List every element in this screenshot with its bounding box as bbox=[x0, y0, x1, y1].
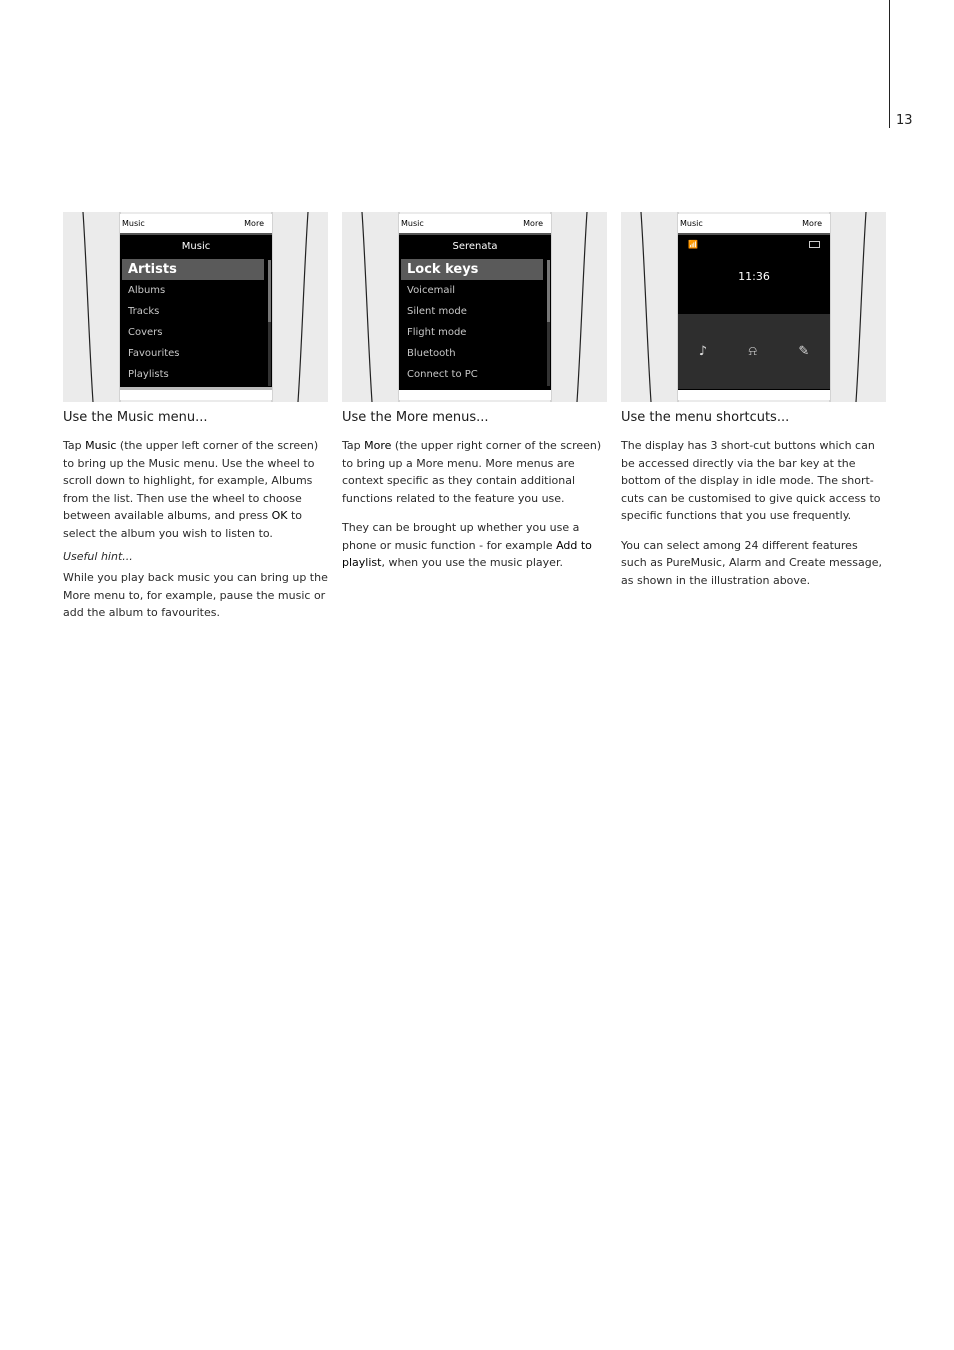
shortcut-bar bbox=[678, 314, 830, 389]
status-more-label[interactable]: More bbox=[802, 219, 822, 228]
inline-term: More bbox=[364, 439, 392, 452]
status-music-label[interactable]: Music bbox=[680, 219, 703, 228]
paragraph: Tap More (the upper right corner of the screen) to bring up a More menu. More menus are context specific as they contain additional functions related to the feature you use. bbox=[342, 439, 602, 505]
page-divider-line bbox=[889, 0, 890, 128]
page-number: 13 bbox=[896, 113, 913, 128]
phone-illustration-more bbox=[342, 212, 607, 402]
screen-bottom-edge bbox=[120, 390, 272, 400]
section-heading: Use the Music menu... bbox=[63, 410, 208, 425]
menu-item[interactable]: Connect to PC bbox=[407, 369, 478, 380]
paragraph: Tap Music (the upper left corner of the screen) to bring up the Music menu. Use the wheel to scroll down to highlight, for example, Albums from the list. Then use the wheel to choose between available albums, and press OK to select the album you wish to listen to. bbox=[63, 439, 319, 540]
signal-icon: 📶 bbox=[688, 240, 698, 249]
screen-bottom-edge bbox=[678, 390, 830, 400]
idle-screen-top bbox=[678, 235, 830, 314]
menu-item[interactable]: Albums bbox=[128, 285, 166, 296]
alarm-bell-icon[interactable]: ⍾ bbox=[748, 344, 757, 359]
music-note-icon[interactable]: ♪ bbox=[698, 344, 707, 359]
phone-illustration-music bbox=[63, 212, 328, 402]
phone-screen bbox=[120, 214, 272, 400]
paragraph: The display has 3 short-cut buttons which can be accessed directly via the bar key at the bottom of the display in idle mode. The short-cuts can be customised to give quick access to specific functions that you use frequently. bbox=[621, 439, 881, 522]
screen-status-bar bbox=[678, 214, 830, 235]
menu-item-highlighted[interactable]: Artists bbox=[122, 259, 264, 280]
menu-title: Music bbox=[181, 241, 211, 252]
menu-item[interactable]: Voicemail bbox=[407, 285, 456, 296]
phone-screen bbox=[678, 214, 830, 400]
screen-bottom-edge bbox=[399, 390, 551, 400]
menu-title: Serenata bbox=[452, 241, 498, 252]
screen-status-bar bbox=[120, 214, 272, 235]
section-music-menu bbox=[63, 212, 328, 622]
section-heading: Use the menu shortcuts... bbox=[621, 410, 790, 425]
battery-icon bbox=[809, 241, 820, 248]
status-more-label[interactable]: More bbox=[523, 219, 543, 228]
paragraph: While you play back music you can bring up the More menu to, for example, pause the music or add the album to favourites. bbox=[63, 571, 328, 619]
status-more-label[interactable]: More bbox=[244, 219, 264, 228]
menu-item[interactable]: Favourites bbox=[128, 348, 180, 359]
section-more-menus bbox=[342, 212, 607, 572]
menu-item[interactable]: Flight mode bbox=[407, 327, 467, 338]
status-music-label[interactable]: Music bbox=[401, 219, 424, 228]
paragraph: You can select among 24 different features such as PureMusic, Alarm and Create message, as shown in the illustration above. bbox=[621, 538, 882, 587]
scrollbar-thumb[interactable] bbox=[547, 260, 550, 322]
menu-item[interactable]: Tracks bbox=[128, 306, 160, 317]
phone-illustration-idle bbox=[621, 212, 886, 402]
menu-item[interactable]: Playlists bbox=[128, 369, 169, 380]
hint-heading: Useful hint... bbox=[63, 550, 133, 563]
phone-screen bbox=[399, 214, 551, 400]
status-music-label[interactable]: Music bbox=[122, 219, 145, 228]
idle-clock: 11:36 bbox=[738, 270, 770, 283]
screen-status-bar bbox=[399, 214, 551, 235]
section-menu-shortcuts bbox=[621, 212, 886, 589]
inline-term: Add to playlist bbox=[342, 538, 592, 569]
inline-term: Music bbox=[85, 439, 117, 452]
inline-term: OK bbox=[271, 509, 288, 522]
menu-item[interactable]: Bluetooth bbox=[407, 348, 456, 359]
create-message-icon[interactable]: ✎ bbox=[798, 344, 810, 359]
menu-item-highlighted[interactable]: Lock keys bbox=[401, 259, 543, 280]
menu-item[interactable]: Covers bbox=[128, 327, 163, 338]
menu-item[interactable]: Silent mode bbox=[407, 306, 467, 317]
section-heading: Use the More menus... bbox=[342, 410, 489, 425]
scrollbar-thumb[interactable] bbox=[268, 260, 271, 322]
paragraph: They can be brought up whether you use a phone or music function - for example Add to playlist, when you use the music player. bbox=[342, 521, 592, 569]
